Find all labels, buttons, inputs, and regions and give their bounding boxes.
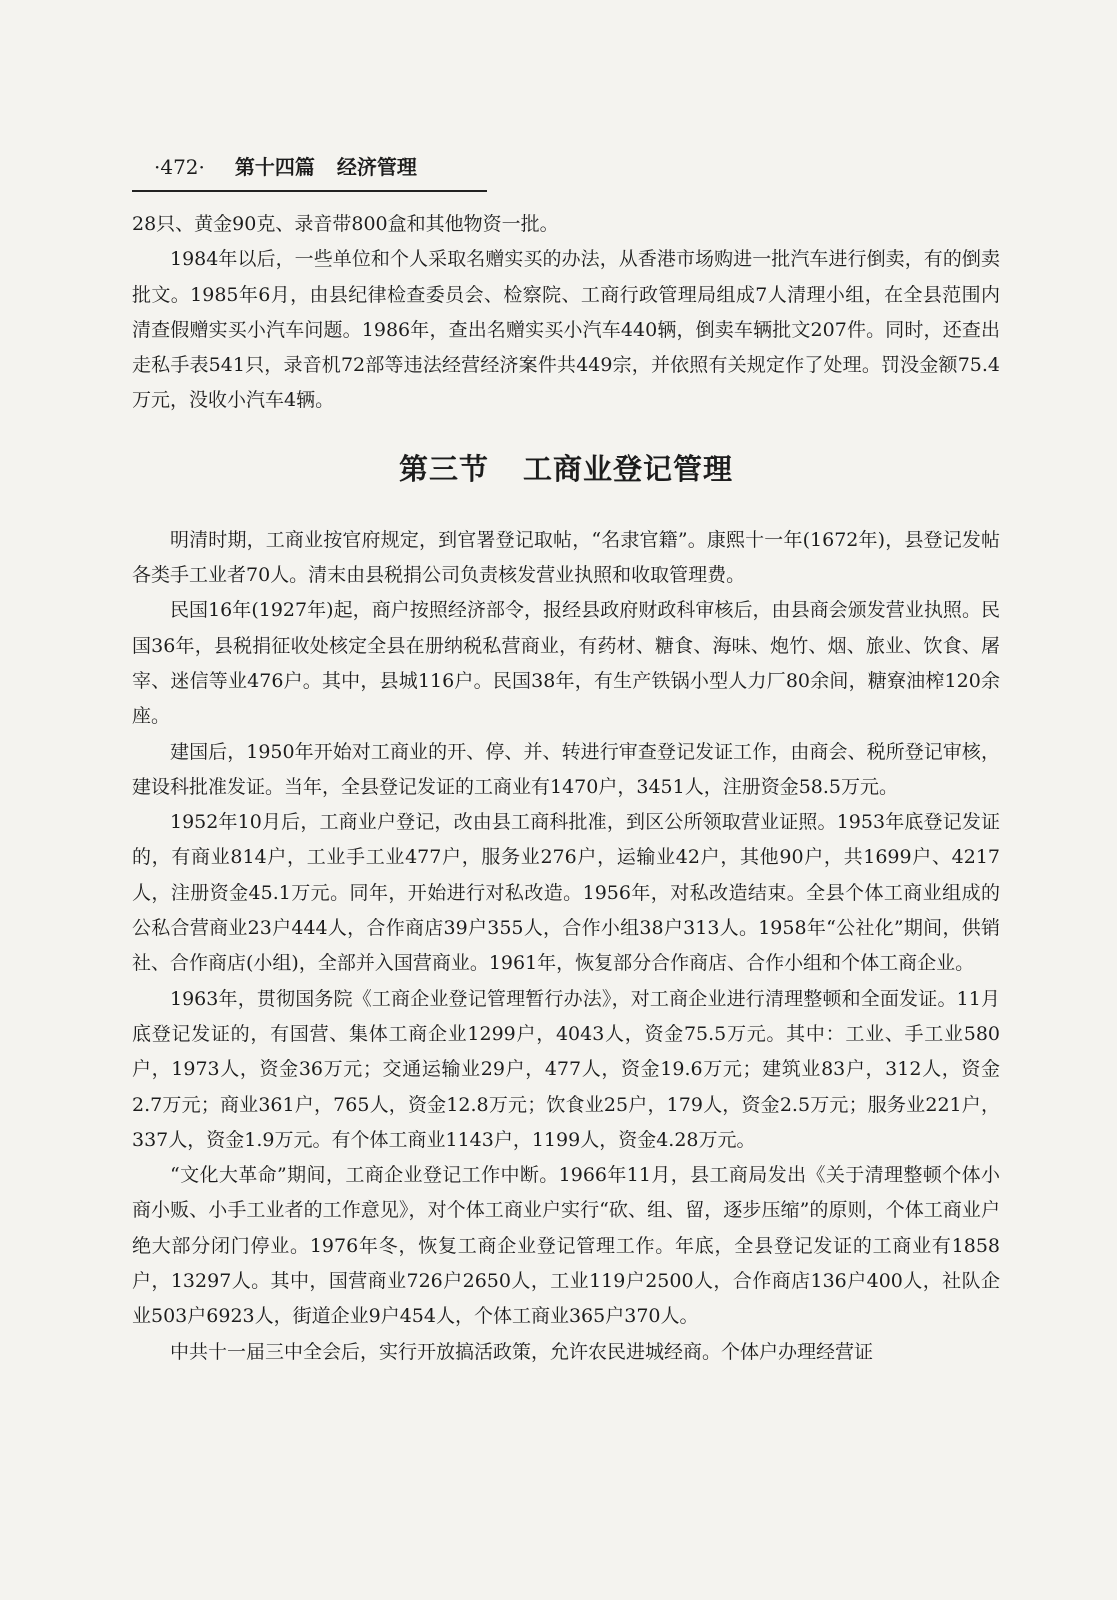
paragraph: 明清时期，工商业按官府规定，到官署登记取帖，“名隶官籍”。康熙十一年(1672年)，县登记发帖各类手工业者70人。清末由县税捐公司负责核发营业执照和收取管理费。 xyxy=(132,528,1000,587)
paragraph: 1952年10月后，工商业户登记，改由县工商科批准，到区公所领取营业证照。1953年底登记发证的，有商业814户，工业手工业477户，服务业276户，运输业42户，其他90户，共1699户、4217人，注册资金45.1万元。同年，开始进行对私改造。1956年，对私改造结束。全县个体工商业组成的公私合营商业23户444人，合作商店39户355人，合作小组38户313人。1958年“公社化”期间，供销社、合作商店(小组)，全部并入国营商业。1961年，恢复部分合作商店、合作小组和个体工商企业。 xyxy=(132,811,1000,975)
section-title: 工商业登记管理 xyxy=(523,451,734,486)
running-header xyxy=(132,150,487,192)
section-heading xyxy=(132,441,1000,497)
part-title: 第十四篇 xyxy=(234,155,315,179)
paragraph: “文化大革命”期间，工商企业登记工作中断。1966年11月，县工商局发出《关于清理整顿个体小商小贩、小手工业者的工作意见》，对个体工商业户实行“砍、组、留，逐步压缩”的原则，个体工商业户绝大部分闭门停业。1976年冬，恢复工商企业登记管理工作。年底，全县登记发证的工商业有1858户，13297人。其中，国营商业726户2650人，工业119户2500人，合作商店136户400人，社队企业503户6923人，街道企业9户454人，个体工商业365户370人。 xyxy=(132,1164,1000,1328)
paragraph: 民国16年(1927年)起，商户按照经济部令，报经县政府财政科审核后，由县商会颁发营业执照。民国36年，县税捐征收处核定全县在册纳税私营商业，有药材、糖食、海味、炮竹、烟、旅业、饮食、屠宰、迷信等业476户。其中，县城116户。民国38年，有生产铁锅小型人力厂80余间，糖寮油榨120余座。 xyxy=(132,599,1000,728)
page-number: ·472· xyxy=(154,155,205,179)
paragraph: 1963年，贯彻国务院《工商企业登记管理暂行办法》，对工商企业进行清理整顿和全面发证。11月底登记发证的，有国营、集体工商企业1299户，4043人，资金75.5万元。其中：工业、手工业580户，1973人，资金36万元；交通运输业29户，477人，资金19.6万元；建筑业83户，312人，资金2.7万元；商业361户，765人，资金12.8万元；饮食业25户，179人，资金2.5万元；服务业221户，337人，资金1.9万元。有个体工商业1143户，1199人，资金4.28万元。 xyxy=(132,987,1000,1151)
part-subject: 经济管理 xyxy=(336,155,417,179)
paragraph: 1984年以后，一些单位和个人采取名赠实买的办法，从香港市场购进一批汽车进行倒卖，有的倒卖批文。1985年6月，由县纪律检查委员会、检察院、工商行政管理局组成7人清理小组，在全县范围内清查假赠实买小汽车问题。1986年，查出名赠实买小汽车440辆，倒卖车辆批文207件。同时，还查出走私手表541只，录音机72部等违法经营经济案件共449宗，并依照有关规定作了处理。罚没金额75.4万元，没收小汽车4辆。 xyxy=(132,248,1000,412)
paragraph: 中共十一届三中全会后，实行开放搞活政策，允许农民进城经商。个体户办理经营证 xyxy=(170,1340,874,1363)
paragraph: 28只、黄金90克、录音带800盒和其他物资一批。 xyxy=(132,213,559,235)
body-text xyxy=(132,207,1000,1370)
paragraph: 建国后，1950年开始对工商业的开、停、并、转进行审查登记发证工作，由商会、税所登记审核，建设科批准发证。当年，全县登记发证的工商业有1470户，3451人，注册资金58.5万元。 xyxy=(132,740,1000,798)
section-number: 第三节 xyxy=(398,451,489,486)
